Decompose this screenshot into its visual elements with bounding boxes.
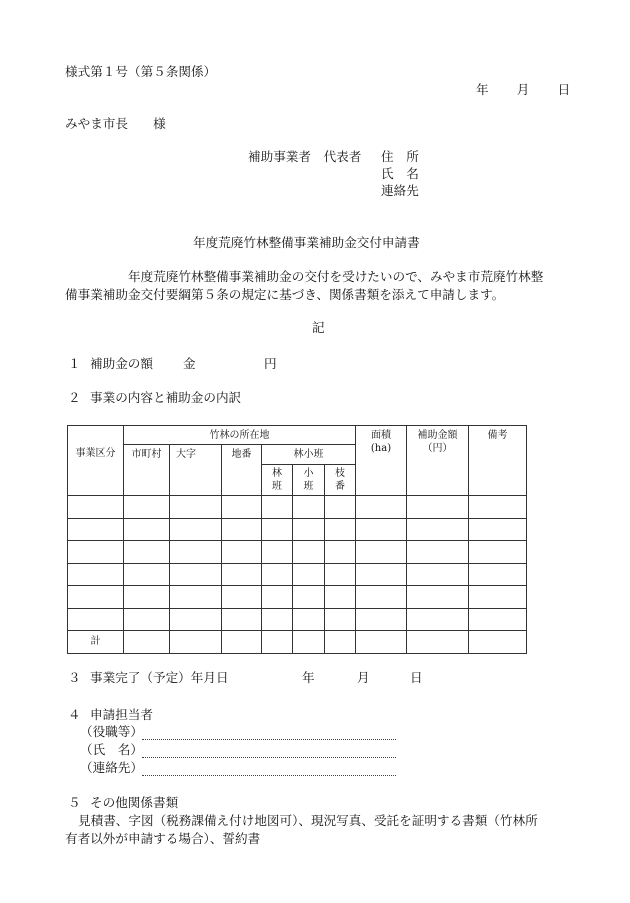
col-shohan: 小 班 <box>293 465 325 496</box>
sec1-prefix: 金 <box>183 356 196 371</box>
sec4-name-label: （氏 名） <box>80 742 143 757</box>
table-row <box>68 518 527 541</box>
sec3-month: 月 <box>357 670 370 685</box>
sec5-label: その他関係書類 <box>90 795 179 810</box>
address-label: 住 所 <box>381 149 419 164</box>
table-row <box>68 496 527 519</box>
ki-mark: 記 <box>312 320 325 335</box>
sec5-line-1: 見積書、字図（税務課備え付け地図可）、現況写真、受託を証明する書類（竹林所 <box>78 813 538 828</box>
sec5-number: ５ <box>68 795 81 810</box>
col-jigyo-kubun: 事業区分 <box>68 426 124 496</box>
table-row <box>68 563 527 586</box>
date-line: 年 月 日 <box>476 82 572 97</box>
position-dotted-line <box>142 739 396 740</box>
sec3-label: 事業完了（予定）年月日 <box>90 670 229 685</box>
col-city: 市町村 <box>124 445 170 496</box>
contact-dotted-line <box>142 775 396 776</box>
applicant-role: 補助事業者 代表者 <box>248 149 362 164</box>
table-row <box>68 608 527 631</box>
table-row <box>68 586 527 609</box>
breakdown-table <box>67 425 527 654</box>
name-dotted-line <box>142 757 396 758</box>
sec1-number: １ <box>68 356 81 371</box>
contact-label: 連絡先 <box>381 183 419 198</box>
total-label: 計 <box>68 631 124 654</box>
sec3-year: 年 <box>302 670 315 685</box>
body-line-2: 備事業補助金交付要綱第５条の規定に基づき、関係書類を添えて申請します。 <box>65 287 505 302</box>
sec4-number: ４ <box>68 707 81 722</box>
sec2-label: 事業の内容と補助金の内訳 <box>90 390 242 405</box>
col-rinshohan: 林小班 <box>262 445 356 465</box>
col-amount: 補助金額 （円） <box>407 426 469 496</box>
sec3-number: ３ <box>68 670 81 685</box>
sec3-day: 日 <box>410 670 423 685</box>
col-note: 備考 <box>469 426 527 496</box>
col-chiban: 地番 <box>222 445 262 496</box>
table-row <box>68 541 527 564</box>
sec4-label: 申請担当者 <box>90 707 153 722</box>
col-area: 面積 (ha) <box>356 426 407 496</box>
name-label: 氏 名 <box>381 166 419 181</box>
col-aza: 大字 <box>170 445 222 496</box>
document-title: 年度荒廃竹林整備事業補助金交付申請書 <box>193 235 420 250</box>
sec2-number: ２ <box>68 390 81 405</box>
table-total-row <box>68 631 527 654</box>
sec1-unit: 円 <box>264 356 277 371</box>
col-location: 竹林の所在地 <box>124 426 356 445</box>
body-line-1: 年度荒廃竹林整備事業補助金の交付を受けたいので、みやま市荒廃竹林整 <box>128 269 544 284</box>
form-number: 様式第１号（第５条関係） <box>65 64 217 79</box>
sec5-line-2: 有者以外が申請する場合）、誓約書 <box>65 831 261 846</box>
col-rinhan: 林 班 <box>262 465 293 496</box>
sec4-contact-label: （連絡先） <box>80 760 143 775</box>
sec4-position-label: （役職等） <box>80 724 143 739</box>
col-edaban: 枝 番 <box>325 465 356 496</box>
sec1-label: 補助金の額 <box>90 356 153 371</box>
addressee: みやま市長 様 <box>65 116 166 131</box>
